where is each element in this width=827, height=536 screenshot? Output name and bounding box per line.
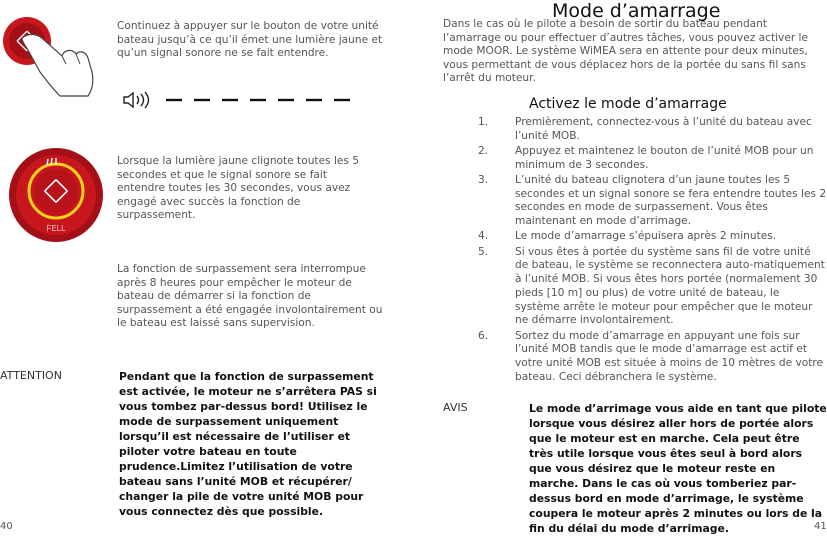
instruction-paragraph-1: Continuez à appuyer sur le bouton de votre unité bateau jusqu’à ce qu’il émet une lumière jaune et qu’un signal sonore ne se fait entendre. bbox=[117, 20, 383, 60]
section-subtitle: Activez le mode d’amarrage bbox=[529, 96, 727, 112]
step-number: 2. bbox=[478, 145, 489, 157]
step-text: Si vous êtes à portée du système sans fil de votre unité de bateau, le système se reconnectera auto-matiquement à l’unité MOB. Si vous êtes hors portée (normalement 30 pieds [10 m] ou plus) de votre unité de bateau, le système arrête le moteur pour empêcher que le moteur ne démarre involontairement. bbox=[515, 245, 825, 327]
notice-text: Le mode d’arrimage vous aide en tant que pilote lorsque vous désirez aller hors de portée alors que le moteur est en marche. Cela peut être très utile lorsque vous êtes seul à bord alors que vous désirez que le moteur reste en marche. Dans le cas où vous tomberiez par-dessus bord en mode d’arrimage, le système coupera le moteur après 2 minutes ou lors de la fin du délai du mode d’arrimage. bbox=[529, 402, 827, 535]
steps-list bbox=[478, 116, 827, 386]
list-item bbox=[478, 246, 827, 328]
page-number-left: 40 bbox=[0, 521, 13, 532]
hand-pressing-button-illustration bbox=[0, 10, 100, 98]
step-text: Le mode d’amarrage s’épuisera après 2 minutes. bbox=[515, 230, 777, 243]
page-number-right: 41 bbox=[814, 521, 827, 532]
device-button bbox=[34, 169, 78, 213]
instruction-paragraph-2: Lorsque la lumière jaune clignote toutes les 5 secondes et que le signal sonore se fait entendre toutes les 30 secondes, vous avez engagé avec succès la fonction de surpassement. bbox=[117, 155, 360, 222]
step-number: 4. bbox=[478, 230, 489, 243]
section-title: Mode d’amarrage bbox=[552, 0, 721, 22]
list-item bbox=[478, 330, 827, 385]
notice-label: AVIS bbox=[443, 401, 468, 414]
list-item bbox=[478, 230, 827, 244]
step-text: Appuyez et maintenez le bouton de l’unité MOB pour un minimum de 3 secondes. bbox=[515, 145, 814, 171]
hand-icon bbox=[22, 34, 93, 96]
device-yellow-light-illustration bbox=[0, 145, 112, 245]
attention-text: Pendant que la fonction de surpassement est activée, le moteur ne s’arrêtera PAS si vous tombez par-dessus bord! Utilisez le mode de surpassement uniquement lorsqu’il est nécessaire de l’utiliser et piloter votre bateau en toute prudence.Limitez l’utilisation de votre bateau sans l’unité MOB et récupérer/ changer la pile de votre unité MOB pour vous connectez dès que possible. bbox=[119, 370, 377, 518]
step-number: 5. bbox=[478, 245, 489, 258]
device-fell-label: FELL bbox=[46, 224, 66, 233]
step-text: Premièrement, connectez-vous à l’unité du bateau avec l’unité MOB. bbox=[515, 116, 812, 142]
step-number: 1. bbox=[478, 116, 489, 128]
step-text: L’unité du bateau clignotera d’un jaune toutes les 5 secondes et un signal sonore se fera entendre toutes les 2 secondes en mode de surpassement. Vous êtes maintenant en mode d’arrimage. bbox=[515, 174, 827, 228]
list-item bbox=[478, 116, 827, 143]
intro-paragraph: Dans le cas où le pilote a besoin de sortir du bateau pendant l’amarrage ou pour effectuer d’autres tâches, vous pouvez activer le mode MOOR. Le système WiMEA sera en attente pour deux minutes, vous permettant de vous déplacez hors de la portée du sans fil sans l’arrêt du moteur. bbox=[443, 18, 809, 85]
attention-label: ATTENTION bbox=[0, 369, 62, 382]
instruction-paragraph-3: La fonction de surpassement sera interrompue après 8 heures pour empêcher le moteur de bateau de démarrer si la fonction de surpassement a été engagée involontairement ou le bateau est laissé sans supervision. bbox=[117, 263, 383, 330]
sound-signal-indicator bbox=[120, 91, 365, 109]
step-text: Sortez du mode d’amarrage en appuyant une fois sur l’unité MOB tandis que le mode d’amarrage est actif et votre unité MOB est située à moins de 10 mètres de votre bateau. Ceci débranchera le système. bbox=[515, 329, 824, 383]
step-number: 3. bbox=[478, 174, 489, 186]
step-number: 6. bbox=[478, 329, 489, 342]
speaker-icon bbox=[124, 92, 149, 108]
list-item bbox=[478, 145, 827, 172]
list-item bbox=[478, 174, 827, 229]
